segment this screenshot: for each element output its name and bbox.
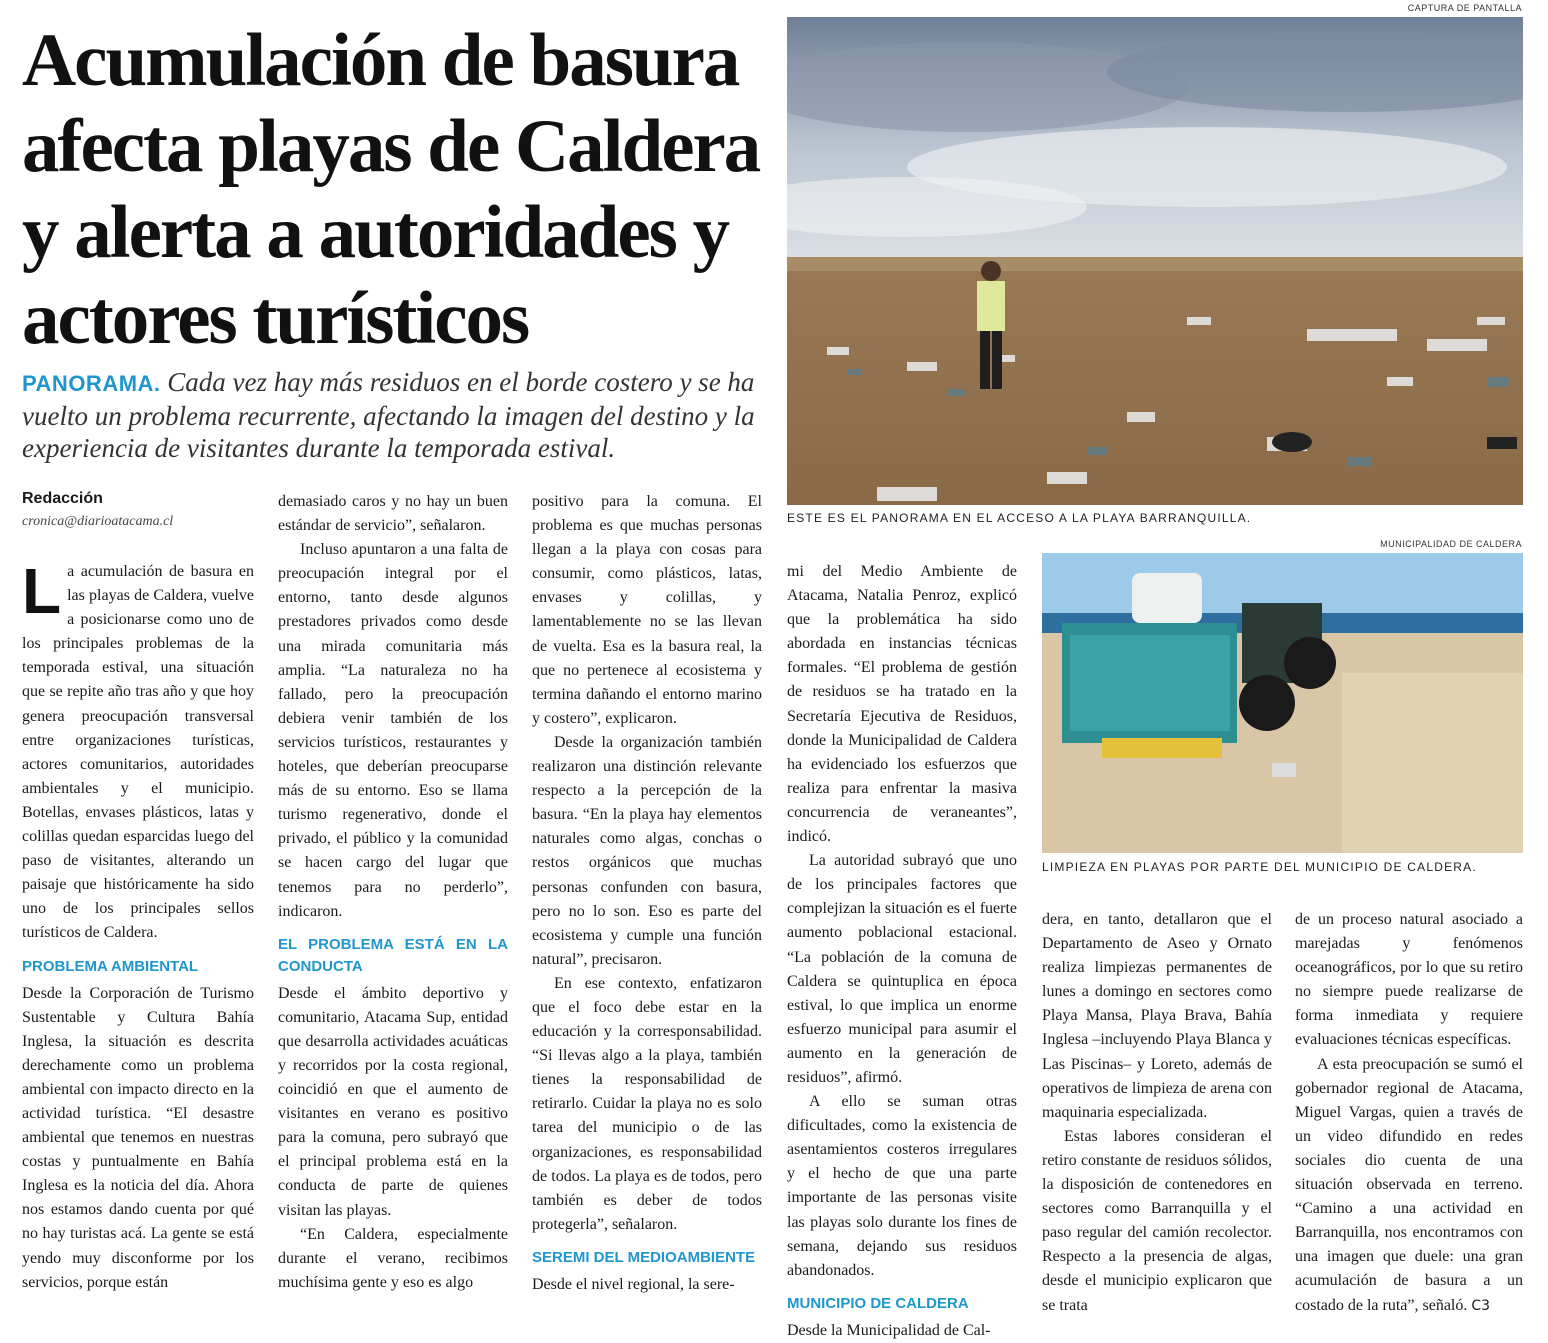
beach-cleaning-photo — [1042, 553, 1523, 853]
paragraph: dera, en tanto, detallaron que el Departamento de Aseo y Ornato realiza limpiezas permanentes de lunes a domingo en sectores como Playa Mansa, Playa Brava, Bahía Inglesa –incluyendo Playa Blanca y Las Piscinas– y Loreto, además de operativos de limpieza de arena con maquinaria especializada. — [1042, 911, 1272, 1121]
paragraph: mi del Medio Ambiente de Atacama, Natalia Penroz, explicó que la problemática ha sido abordada en instancias técnicas formales. “El problema de gestión de residuos se ha tratado en la Secretaría Ejecutiva de Residuos, donde la Municipalidad de Caldera ha evidenciado los esfuerzos que realiza para enfrentar la masiva concurrencia de veraneantes”, indicó. — [787, 563, 1017, 846]
paragraph: “En Caldera, especialmente durante el verano, recibimos muchísima gente y eso es algo — [278, 1225, 508, 1291]
deck-text: Cada vez hay más residuos en el borde costero y se ha vuelto un problema recurrente, afectando la imagen del destino y la experiencia de visitantes durante la temporada estival. — [22, 367, 755, 463]
paragraph: positivo para la comuna. El problema es que muchas personas llegan a la playa con cosas para consumir, como plásticos, latas, envases y colillas, y lamentablemente no se las llevan de vuelta. Esa es la basura real, la que no pertenece al ecosistema y termina dañando el entorno marino y costero”, explicaron. — [532, 493, 762, 727]
article-column-5 — [1042, 908, 1272, 1318]
beach-trash-photo — [787, 17, 1523, 505]
paragraph: Incluso apuntaron a una falta de preocupación integral por el entorno, tanto desde algunos prestadores privados como desde una mirada comunitaria más amplia. “La naturaleza no ha fallado, pero la preocupación debiera venir también de los servicios turísticos, restaurantes y hoteles, que deberían preocuparse más de su entorno. Eso se llama turismo regenerativo, donde el privado, el público y la comunidad se hacen cargo del lugar que tenemos para no perderlo”, indicaron. — [278, 541, 508, 920]
article-column-4 — [787, 560, 1017, 1343]
article-column-1 — [22, 555, 254, 1295]
paragraph: A esta preocupación se sumó el gobernador regional de Atacama, Miguel Vargas, quien a través de un video difundido en redes sociales dio cuenta de una situación observada en terreno. “Camino a una actividad en Barranquilla, nos encontramos con una imagen que duele: una gran acumulación de basura a un costado de la ruta”, señaló. C3 — [1295, 1055, 1523, 1314]
headline: Acumulación de basura afecta playas de Caldera y alerta a autoridades y actores turísticos — [22, 19, 760, 360]
paragraph: Desde la Corporación de Turismo Sustentable y Cultura Bahía Inglesa, la situación es descrita derechamente como un problema ambiental con impacto directo en la actividad turística. “El desastre ambiental que tenemos en nuestras costas y puntualmente en Bahía Inglesa es la noticia del día. Ahora nos estamos dando cuenta por qué no hay turistas acá. La gente se está yendo muy disconforme por los servicios, porque están — [22, 984, 254, 1291]
beach-cleaning-illustration — [1042, 553, 1523, 853]
paragraph: Desde la organización también realizaron una distinción relevante respecto a la percepción de la basura. “En la playa hay elementos naturales como algas, conchas o restos orgánicos que muchas personas confunden con basura, pero no lo son. Eso es parte del ecosistema y cumple una función natural”, precisaron. — [532, 733, 762, 968]
article-column-6 — [1295, 908, 1523, 1318]
top-photo-caption: ESTE ES EL PANORAMA EN EL ACCESO A LA PLAYA BARRANQUILLA. — [787, 511, 1252, 525]
paragraph: demasiado caros y no hay un buen estándar de servicio”, señalaron. — [278, 493, 508, 535]
end-mark: C3 — [1471, 1297, 1491, 1314]
subhead-municipio: MUNICIPIO DE CALDERA — [787, 1294, 969, 1312]
paragraph: de un proceso natural asociado a marejadas y fenómenos oceanográficos, por lo que su retiro no siempre puede realizarse de forma inmediata y requiere evaluaciones técnicas específicas. — [1295, 911, 1523, 1049]
paragraph: A ello se suman otras dificultades, como la existencia de asentamientos costeros irregulares y el hecho de que una parte importante de las personas visite las playas solo durante los fines de semana, dejando sus residuos abandonados. — [787, 1093, 1017, 1279]
dropcap: L — [22, 555, 62, 627]
subhead-seremi: SEREMI DEL MEDIOAMBIENTE — [532, 1248, 756, 1266]
deck — [22, 366, 772, 464]
article-column-2 — [278, 490, 508, 1295]
article-column-3 — [532, 490, 762, 1297]
bottom-photo-credit: MUNICIPALIDAD DE CALDERA — [1380, 539, 1522, 549]
top-photo-credit: CAPTURA DE PANTALLA — [1407, 3, 1522, 13]
paragraph: Desde el nivel regional, la sere- — [532, 1275, 735, 1293]
deck-kicker: PANORAMA. — [22, 371, 161, 396]
byline-email: cronica@diarioatacama.cl — [22, 514, 174, 529]
paragraph: Desde el ámbito deportivo y comunitario, Atacama Sup, entidad que desarrolla actividades acuáticas y recorridos por la costa regional, coincidió en que el aumento de visitantes en verano es positivo para la comuna, pero subrayó que el principal problema está en la conducta de parte de quienes visitan las playas. — [278, 984, 508, 1219]
paragraph: En ese contexto, enfatizaron que el foco debe estar en la educación y la corresponsabilidad. “Si llevas algo a la playa, también tienes la responsabilidad de retirarlo. Cuidar la playa no es solo tarea del municipio o de las organizaciones, es responsabilidad de todos. La playa es de todos, pero también es deber de todos protegerla”, señalaron. — [532, 974, 762, 1233]
byline-author: Redacción — [22, 490, 103, 507]
subhead-conducta: EL PROBLEMA ESTÁ EN LA CONDUCTA — [278, 935, 508, 975]
paragraph: Desde la Municipalidad de Cal- — [787, 1321, 991, 1339]
lead-paragraph: La acumulación de basura en las playas de Caldera, vuelve a posicionarse como uno de los principales problemas de la temporada estival, una situación que se repite año tras año y que hoy genera preocupación transversal entre organizaciones turísticas, actores comunitarios, autoridades ambientales y el municipio. Botellas, envases plásticos, latas y colillas quedan esparcidas luego del paso de visitantes, alterando un paisaje que históricamente ha sido uno de los principales sellos turísticos de Caldera. — [22, 555, 254, 942]
paragraph: La autoridad subrayó que uno de los principales factores que complejizan la situación es el fuerte aumento poblacional estacional. “La población de la comuna de Caldera se quintuplica en época estival, lo que implica un enorme esfuerzo municipal para asumir el aumento en la generación de residuos”, afirmó. — [787, 852, 1017, 1086]
subhead-problema-ambiental: PROBLEMA AMBIENTAL — [22, 957, 199, 975]
paragraph: Estas labores consideran el retiro constante de residuos sólidos, la disposición de contenedores en sectores como Barranquilla y el paso regular del camión recolector. Respecto a la presencia de algas, desde el municipio explicaron que se trata — [1042, 1127, 1272, 1314]
bottom-photo-caption: LIMPIEZA EN PLAYAS POR PARTE DEL MUNICIPIO DE CALDERA. — [1042, 860, 1477, 874]
beach-trash-illustration — [787, 17, 1523, 505]
